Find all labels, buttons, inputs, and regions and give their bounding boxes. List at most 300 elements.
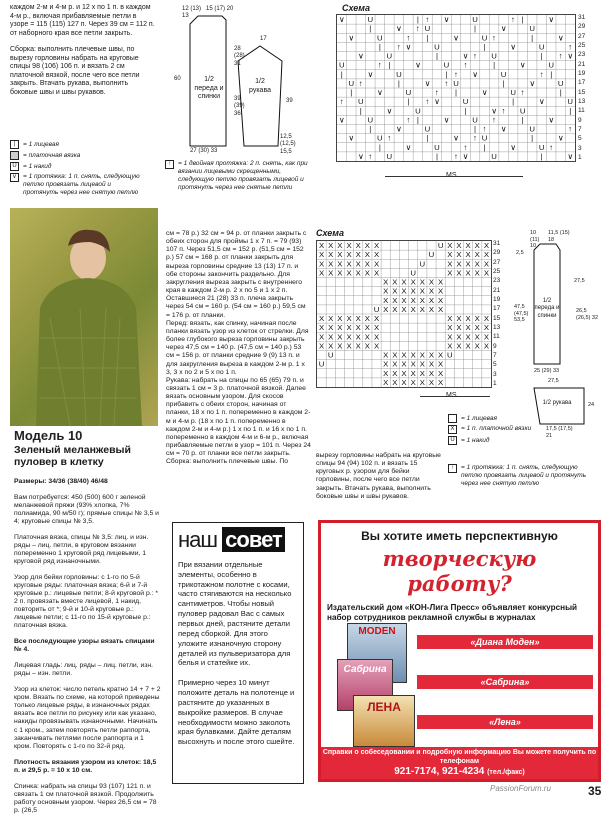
grid-cell: X <box>419 368 425 378</box>
grid-cell: X <box>337 268 343 278</box>
model-title: Модель 10 <box>14 428 83 443</box>
grid-cell: ∨ <box>443 15 450 25</box>
model-subtitle: Зеленый меланжевый пуловер в клетку <box>14 444 131 469</box>
grid-cell: X <box>392 377 398 387</box>
grid-cell: U <box>434 142 440 152</box>
grid-cell: X <box>456 268 462 278</box>
grid-cell: X <box>346 314 352 324</box>
grid-cell: X <box>474 268 480 278</box>
grid-cell: X <box>318 332 325 342</box>
grid-cell: ∨ <box>376 88 383 98</box>
double-slip-icon: ↑ <box>165 160 174 169</box>
grid-cell: ↑ <box>368 151 373 161</box>
schema-row-number: 3 <box>493 370 497 378</box>
top-sleeve-label: 1/2 рукава <box>249 78 271 94</box>
grid-cell: | <box>502 78 505 88</box>
grid-cell: X <box>318 268 325 278</box>
ad-band-sabrina: «Сабрина» <box>417 675 593 689</box>
schema-row-number: 25 <box>493 267 501 275</box>
grid-cell: X <box>419 277 425 287</box>
grid-cell: U <box>491 51 497 61</box>
grid-cell: X <box>410 295 416 305</box>
grid-cell: U <box>548 60 555 70</box>
ad-phone: 921-7174, 921-4234 <box>394 766 485 778</box>
watermark: PassionForum.ru <box>490 784 551 793</box>
grid-cell: ↑ <box>454 69 458 79</box>
grid-cell: U <box>377 133 383 143</box>
slip-stitch-icon: ∨ <box>10 173 19 182</box>
grid-cell: U <box>410 268 416 278</box>
top-dim-sleeve-bottom: 12,5 (12,5) 15,5 <box>280 134 296 155</box>
grid-cell: X <box>373 250 380 260</box>
grid-cell: | <box>531 33 534 43</box>
grid-cell: X <box>456 250 462 260</box>
grid-cell: X <box>456 259 462 269</box>
grid-cell: X <box>346 341 352 351</box>
grid-cell: ↑ <box>482 124 487 134</box>
right-dim-left-1: 2,5 <box>516 250 524 256</box>
grid-cell: U <box>453 78 459 88</box>
grid-cell: X <box>438 286 444 296</box>
grid-cell: ∨ <box>434 97 440 107</box>
bottom-legend-item: X = 1 п. платочной вязки <box>448 425 548 434</box>
right-dim-sleeve-top: 27,5 <box>548 378 559 384</box>
grid-cell: ∨ <box>481 88 488 98</box>
sovet-text: При вязании отдельные элементы, особенно в трикотажном полотне с косами, часто стягиваются на несколько сантиметров. Чтобы новый пуловер радовал Вас с самых первых дней, растяните детали перед сборкой. Для этого уложите изнаночную сторону деталей из пульверизатора для белья и статейке их. Примерно через 10 минут положите деталь на полотенце и растяните до указанных в выкройке размеров. В случае необходимости можно заколоть края булавками. Дайте деталям высохнуть и после этого сшейте. <box>178 559 295 747</box>
grid-cell: ∨ <box>424 78 431 88</box>
grid-cell: U <box>373 304 380 314</box>
grid-cell: X <box>383 359 389 369</box>
bottom-schema-row-numbers <box>493 240 509 388</box>
grid-cell: ↑ <box>463 142 468 152</box>
ad-band-diana: «Диана Моден» <box>417 635 593 649</box>
grid-cell: X <box>392 304 398 314</box>
grid-cell: X <box>346 323 352 333</box>
grid-cell: X <box>364 259 370 269</box>
grid-cell: X <box>318 341 325 351</box>
ad-phone-suffix: (тел./факс) <box>487 769 525 777</box>
grid-cell: X <box>410 359 416 369</box>
grid-cell: ↑ <box>549 142 554 152</box>
grid-cell: U <box>396 69 402 79</box>
grid-cell: X <box>392 359 398 369</box>
grid-cell: ↑ <box>454 151 458 161</box>
grid-cell: | <box>512 97 515 107</box>
top-left-text: каждом 2-м и 4-м р. и 12 х по 1 п. в каждом 4-м р., включая прибавляемые петли в узоре = 115 (115) 127 п. Через 39 см = 112 п. от наборного края все петли закрыть. <box>10 4 155 37</box>
grid-cell: X <box>383 304 389 314</box>
grid-cell: X <box>428 377 435 387</box>
grid-cell: ∨ <box>557 33 564 43</box>
grid-cell: ↑ <box>396 42 401 52</box>
right-dim-bottom: 25 (29) 33 <box>534 368 560 374</box>
grid-cell: X <box>355 314 361 324</box>
grid-cell: X <box>483 323 490 333</box>
grid-cell: ∨ <box>567 51 574 61</box>
grid-cell: U <box>419 259 426 269</box>
materials: Вам потребуется: 450 (500) 600 г зеленой меланжевой пряжи (93% хлопка, 7% полиамида, 90 м/50 г); прямые спицы № 3,5 и 4; круговые спицы № 3,5. <box>14 494 159 526</box>
grid-cell: X <box>447 241 453 251</box>
grid-cell: ↑ <box>568 124 573 134</box>
right-sleeve-label: 1/2 рукава <box>542 400 572 406</box>
grid-cell: ↑ <box>425 15 430 25</box>
grid-cell: | <box>493 60 496 70</box>
grid-cell: ↑ <box>539 69 544 79</box>
yarn-over-icon: U <box>448 436 457 445</box>
grid-cell: | <box>521 15 524 25</box>
grid-cell: X <box>447 259 453 269</box>
grid-cell: X <box>373 259 380 269</box>
ad-phone-line <box>321 766 598 778</box>
grid-cell: X <box>438 368 444 378</box>
schema-row-number: 1 <box>493 379 497 387</box>
grid-cell: X <box>392 277 398 287</box>
grid-cell: X <box>428 359 435 369</box>
grid-cell: X <box>474 259 480 269</box>
grid-cell: X <box>438 277 444 287</box>
grid-cell: X <box>456 323 462 333</box>
top-dim-bottom: 27 (30) 33 <box>190 148 218 154</box>
schema-row-number: 21 <box>493 286 501 294</box>
grid-cell: X <box>392 350 398 360</box>
grid-cell: X <box>474 314 480 324</box>
grid-cell: | <box>483 42 486 52</box>
bottom-schema-title: Схема <box>316 228 344 238</box>
garter-stitch-icon <box>10 151 19 160</box>
bottom-schema-grid <box>316 240 492 388</box>
grid-cell: X <box>364 241 370 251</box>
grid-cell: X <box>373 241 380 251</box>
grid-cell: ∨ <box>396 124 402 134</box>
grid-cell: | <box>359 106 362 116</box>
top-dim-left-3: 39 (39) 36 <box>234 96 245 117</box>
top-legend-item: | = 1 лицевая <box>10 140 160 149</box>
schema-row-number: 1 <box>578 153 582 161</box>
grid-cell: | <box>426 133 429 143</box>
grid-cell: ∨ <box>567 151 574 161</box>
grid-cell: X <box>364 332 370 342</box>
grid-cell: | <box>369 24 372 34</box>
grid-cell: X <box>465 332 471 342</box>
grid-cell: | <box>416 15 419 25</box>
grid-cell: | <box>369 124 372 134</box>
grid-cell: U <box>386 51 393 61</box>
top-dim-shoulder: 15 (17) 20 <box>206 6 234 12</box>
grid-cell: X <box>447 268 453 278</box>
grid-cell: X <box>410 277 416 287</box>
grid-cell: ↑ <box>435 88 439 98</box>
grid-cell: X <box>410 368 416 378</box>
grid-cell: X <box>401 377 407 387</box>
grid-cell: U <box>538 142 545 152</box>
top-schema-grid <box>336 14 576 162</box>
grid-cell: X <box>355 323 361 333</box>
sizes: Размеры: 34/36 (38/40) 46/48 <box>14 478 108 486</box>
grid-cell: X <box>346 250 352 260</box>
grid-cell: ↑ <box>568 42 573 52</box>
top-assembly: Сборка: выполнить плечевые швы, по вырезу горловины набрать на круговые спицы 98 (106) 106 п. и вязать 2 см платочной вязкой, после чего все петли закрыть. Втачать рукава, выполнить боковые швы и швы рукавов. <box>10 46 140 96</box>
grid-cell: | <box>350 88 353 98</box>
grid-cell: X <box>392 368 398 378</box>
grid-cell: ↑ <box>520 88 525 98</box>
grid-cell: X <box>456 241 462 251</box>
grid-cell: ↑ <box>415 24 420 34</box>
grid-cell: U <box>443 60 450 70</box>
grid-cell: X <box>438 377 444 387</box>
grid-cell: X <box>328 250 334 260</box>
grid-cell: ∨ <box>367 69 374 79</box>
grid-cell: X <box>355 268 361 278</box>
schema-row-number: 27 <box>578 32 586 40</box>
grid-cell: X <box>428 286 435 296</box>
grid-cell: X <box>373 323 380 333</box>
grid-cell: X <box>401 286 407 296</box>
grid-cell: | <box>378 42 381 52</box>
cover-moden: MODEN <box>347 623 407 683</box>
grid-cell: X <box>465 250 471 260</box>
grid-cell: ∨ <box>557 133 564 143</box>
right-front-label: 1/2 переда и спинки <box>534 298 560 319</box>
grid-cell: ∨ <box>529 78 536 88</box>
grid-cell: X <box>318 241 325 251</box>
grid-cell: X <box>474 323 480 333</box>
grid-cell: X <box>438 359 444 369</box>
grid-cell: X <box>419 377 425 387</box>
ad-slogan: творческую работу? <box>382 545 537 597</box>
grid-cell: X <box>337 341 343 351</box>
schema-row-number: 15 <box>578 88 586 96</box>
grid-cell: U <box>415 106 421 116</box>
grid-cell: X <box>364 268 370 278</box>
top-schema-title: Схема <box>342 3 370 13</box>
grid-cell: X <box>318 250 325 260</box>
grid-cell: U <box>446 350 453 360</box>
grid-cell: | <box>550 69 553 79</box>
grid-cell: U <box>424 124 431 134</box>
grid-cell: | <box>340 69 343 79</box>
grid-cell: | <box>531 133 534 143</box>
grid-cell: U <box>437 241 444 251</box>
top-legend-double: ↑ = 1 двойная протяжка: 2 п. снять, как при вязании лицевыми скрещенными, следующую петлю провязать лицевой и протянуть через нее снятые петли <box>165 160 315 192</box>
grid-cell: U <box>357 97 364 107</box>
grid-cell: U <box>538 42 545 52</box>
model-photo-svg <box>10 208 158 426</box>
schema-row-number: 19 <box>493 295 501 303</box>
grid-cell: ∨ <box>415 60 421 70</box>
cover-lena: ЛЕНА <box>353 695 415 747</box>
grid-cell: X <box>483 259 490 269</box>
schema-row-number: 9 <box>493 342 497 350</box>
ad-contact-bar <box>321 747 598 779</box>
schema-row-number: 27 <box>493 258 501 266</box>
grid-cell: X <box>419 359 425 369</box>
schema-row-number: 29 <box>493 249 501 257</box>
grid-cell: ↑ <box>387 133 392 143</box>
grid-cell: ∨ <box>348 33 355 43</box>
grid-cell: U <box>338 60 345 70</box>
grid-cell: X <box>337 314 343 324</box>
schema-row-number: 17 <box>493 305 501 313</box>
grid-cell: X <box>355 259 361 269</box>
grid-cell: | <box>445 69 448 79</box>
yarn-over-icon: U <box>10 162 19 171</box>
grid-cell: ∨ <box>500 124 507 134</box>
grid-cell: U <box>519 106 526 116</box>
top-schema-ms-line <box>385 176 523 177</box>
top-dim-left-2: 60 <box>174 76 181 82</box>
grid-cell: X <box>364 314 370 324</box>
grid-cell: X <box>337 259 343 269</box>
grid-cell: U <box>348 78 355 88</box>
grid-cell: X <box>447 314 453 324</box>
bottom-schema-svg <box>317 241 491 387</box>
grid-cell: X <box>428 277 435 287</box>
grid-cell: X <box>465 241 471 251</box>
grid-cell: X <box>447 332 453 342</box>
grid-cell: X <box>346 268 352 278</box>
schema-row-number: 23 <box>578 51 586 59</box>
grid-cell: ↑ <box>463 60 468 70</box>
top-dim-neck: 12 (13) 13 <box>182 6 202 20</box>
bottom-legend-item: U = 1 накид <box>448 436 548 445</box>
right-dim-left-2: 47,5 (47,5) 53,5 <box>514 304 529 324</box>
grid-cell: X <box>447 250 453 260</box>
grid-cell: X <box>465 259 471 269</box>
grid-cell: ∨ <box>405 142 412 152</box>
schema-row-number: 7 <box>493 351 497 359</box>
schema-row-number: 13 <box>578 97 586 105</box>
grid-cell: | <box>416 115 419 125</box>
grid-cell: U <box>434 42 440 52</box>
grid-cell: ∨ <box>386 106 393 116</box>
grid-cell: | <box>569 106 572 116</box>
grid-cell: X <box>355 341 361 351</box>
grid-cell: X <box>337 323 343 333</box>
grid-cell: ∨ <box>538 97 545 107</box>
grid-cell: X <box>410 286 416 296</box>
schema-row-number: 3 <box>578 144 582 152</box>
grid-cell: U <box>472 115 478 125</box>
ad-contact: Справки о собеседовании и подробную информацию Вы можете получить по телефонам <box>322 749 597 765</box>
grid-cell: X <box>483 241 490 251</box>
grid-cell: X <box>438 304 444 314</box>
grid-cell: U <box>462 97 469 107</box>
ad-box <box>318 520 601 782</box>
grid-cell: X <box>355 250 361 260</box>
grid-cell: | <box>474 24 477 34</box>
grid-cell: X <box>383 350 389 360</box>
grid-cell: ↑ <box>406 33 411 43</box>
grid-cell: X <box>483 314 490 324</box>
grid-cell: ∨ <box>453 133 459 143</box>
grid-cell: ∨ <box>472 69 478 79</box>
grid-cell: X <box>447 341 453 351</box>
grid-cell: X <box>474 241 480 251</box>
grid-cell: ∨ <box>510 142 516 152</box>
grid-cell: ∨ <box>357 151 364 161</box>
grid-cell: X <box>373 314 380 324</box>
grid-cell: U <box>424 24 431 34</box>
ad-magazine-covers <box>327 623 417 747</box>
right-dim-top-1: 10 (11) 10 <box>530 230 540 250</box>
grid-cell: X <box>355 241 361 251</box>
grid-cell: U <box>567 97 574 107</box>
grid-cell: X <box>346 259 352 269</box>
back-instructions: Спинка: набрать на спицы 93 (107) 121 п. и связать 1 см платочной вязкой. Продолжить работу основным узором. Через 26,5 см = 78 р. (26,5 <box>14 782 157 814</box>
ad-question: Вы хотите иметь перспективную <box>361 529 558 543</box>
grid-cell: X <box>328 268 334 278</box>
grid-cell: | <box>397 78 400 88</box>
right-dim-top-2: 11,5 (15) 18 <box>548 230 570 243</box>
schema-row-number: 31 <box>493 240 501 247</box>
grid-cell: ∨ <box>338 115 345 125</box>
knit-stitch-icon <box>448 414 457 423</box>
grid-cell: X <box>383 377 389 387</box>
grid-cell: X <box>465 314 471 324</box>
grid-cell: | <box>407 97 410 107</box>
right-dim-sleeve-side: 24 <box>588 402 595 408</box>
grid-cell: ↑ <box>501 106 506 116</box>
grid-cell: X <box>318 259 325 269</box>
grid-cell: X <box>474 332 480 342</box>
grid-cell: X <box>465 268 471 278</box>
grid-cell: X <box>328 314 334 324</box>
grid-cell: X <box>410 377 416 387</box>
grid-cell: X <box>483 332 490 342</box>
grid-cell: ∨ <box>462 51 469 61</box>
grid-cell: U <box>367 115 374 125</box>
grid-cell: U <box>529 24 535 34</box>
grid-cell: X <box>456 341 462 351</box>
stockinette-instructions: Лицевая гладь: лиц. ряды – лиц. петли, изн. ряды – изн. петли. <box>14 662 154 678</box>
grid-cell: U <box>405 88 412 98</box>
schema-row-number: 17 <box>578 79 586 87</box>
grid-cell: X <box>447 323 453 333</box>
grid-cell: X <box>419 304 425 314</box>
grid-cell: ∨ <box>462 151 469 161</box>
grid-cell: ∨ <box>548 115 555 125</box>
schema-row-number: 25 <box>578 41 586 49</box>
slip-stitch-icon: ↑ <box>448 464 457 473</box>
grid-cell: X <box>337 250 343 260</box>
grid-cell: X <box>364 250 370 260</box>
grid-cell: X <box>419 286 425 296</box>
schema-row-number: 19 <box>578 69 586 77</box>
grid-cell: X <box>328 332 334 342</box>
grid-cell: X <box>383 277 389 287</box>
top-dim-left-1: 28 (28) 31 <box>234 46 245 67</box>
grid-cell: ∨ <box>519 60 526 70</box>
middle-column: см = 78 р.) 32 см = 94 р. от планки закрыть с обеих сторон для проймы 1 х 7 п. = 79 (93) 107 п. Через 51,5 см = 152 р. (51,5 см = 152 р.) 57 см = 168 р. от планки закрыть для выреза горловины средние 13 (13) 17 п. и обе стороны закончить раздельно. Для закругления выреза закрыть с внутреннего края в каждом 2-м р. 2 х по 5 и 1 х 2 п. Оставшиеся 21 (28) 33 п. плеча закрыть через 54 см = 160 р. (54 см = 160 р.) 59,5 см = 176 р. от планки. Перед: вязать, как спинку, начиная после планки вязать узор из клеток от стрелки. Для более глубокого выреза горловины закрыть через 47,5 см = 140 р. (47,5 см = 140 р.) 53 см = 156 р. от планки средние 9 (9) 13 п. и для закругления выреза в каждом 2-м р. 1 х 3, 3 х по 2 и 5 х по 1 п. Рукава: набрать на спицы по 65 (65) 79 п. и связать 1 см = 3 р. платочной вязкой. Далее вязать основным узором. Для скосов прибавить с обеих сторон, начиная от планки, 18 х по 1 п. попеременно в каждом 2-м и 4-м р. (18 х по 1 п. попеременно в каждом 2-м и 4-м р.) 1 х по 1 п. и 16 х по 1 п. попеременно в каждом 4-м и 6-м р., включая прибавляемые петли в узор = 101 п. Через 24 см = 70 р. от планки все петли закрыть. Сборка: выполнить плечевые швы. По <box>166 230 311 466</box>
grid-cell: X <box>401 295 407 305</box>
grid-cell: X <box>428 304 435 314</box>
grid-cell: X <box>401 368 407 378</box>
schema-row-number: 23 <box>493 277 501 285</box>
top-schema-row-numbers <box>578 14 598 162</box>
grid-cell: ↑ <box>492 33 497 43</box>
grid-cell: | <box>474 124 477 134</box>
grid-cell: X <box>438 350 444 360</box>
grid-cell: X <box>383 286 389 296</box>
bottom-assembly: вырезу горловины набрать на круговые спицы 94 (94) 102 п. и вязать 15 круговых р. узором для бейки горловины, после чего все петли закрыть. Втачать рукава, выполнить боковые швы и швы рукавов. <box>316 452 441 500</box>
grid-cell: X <box>364 341 370 351</box>
schema-row-number: 5 <box>493 361 497 369</box>
grid-cell: U <box>428 250 435 260</box>
ad-text: Издательский дом «КОН-Лига Пресс» объявляет конкурсный набор сотрудников рекламной службы в журналах <box>327 602 578 622</box>
grid-cell: U <box>529 124 535 134</box>
grid-cell: X <box>373 332 380 342</box>
grid-cell: X <box>364 323 370 333</box>
grid-cell: U <box>318 359 325 369</box>
